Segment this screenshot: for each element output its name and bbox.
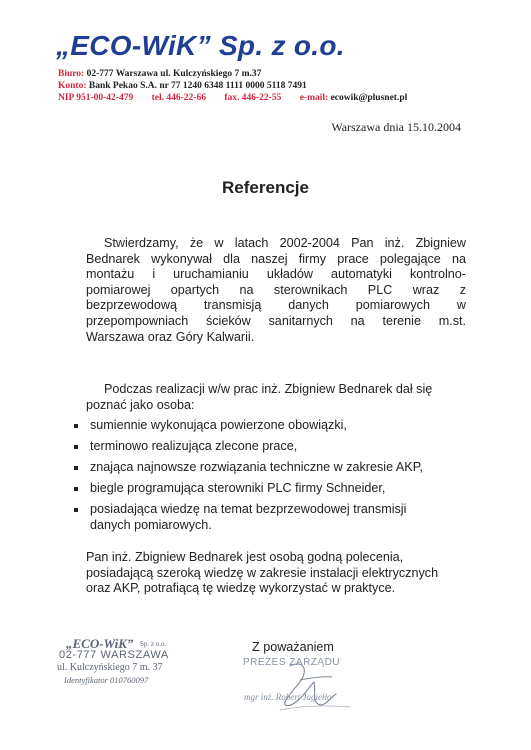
list-item: posiadająca wiedzę na temat bezprzewodowej transmisji danych pomiarowych. [72, 502, 420, 533]
paragraph-qualities-intro [86, 382, 466, 413]
stamp-identifier: Identyfikator 010760097 [64, 675, 149, 685]
contact-line [58, 93, 407, 103]
list-item: sumiennie wykonująca powierzone obowiązki, [72, 418, 472, 434]
qualities-list [72, 418, 472, 539]
stamp-company-name: „ECO-WiK” [66, 636, 134, 651]
paragraph-line: Podczas realizacji w/w prac inż. Zbigniew Bednarek dał się [104, 382, 433, 396]
account-label: Konto: [58, 81, 87, 91]
tel-value: 446-22-66 [166, 93, 206, 103]
director-title: PREZES ZARZĄDU [243, 657, 341, 668]
paragraph-line: oraz AKP, potrafiącą tę wiedzę wykorzystać w praktyce. [86, 581, 396, 596]
director-name: mgr inż. Robert Jagiełło [244, 692, 332, 702]
paragraph-line: Bednarek wykonywał dla naszej firmy prace polegające na [86, 251, 466, 266]
paragraph-line: Stwierdzamy, że w latach 2002-2004 Pan inż. Zbigniew [104, 236, 466, 250]
paragraph-intro [86, 236, 466, 345]
handwritten-signature [270, 660, 360, 716]
account-value: Bank Pekao S.A. nr 77 1240 6348 1111 0000 5118 7491 [88, 81, 307, 91]
document-title: Referencje [222, 178, 309, 197]
company-name: „ECO-WiK” Sp. z o.o. [56, 30, 345, 61]
stamp-company-suffix: Sp. z o.o. [140, 640, 167, 648]
closing-regards: Z poważaniem [252, 640, 334, 654]
paragraph-line: Pan inż. Zbigniew Bednarek jest osobą godną polecenia, [86, 550, 404, 564]
address-value: 02-777 Warszawa ul. Kulczyńskiego 7 m.37 [86, 69, 262, 79]
paragraph-recommendation [86, 550, 466, 597]
company-stamp [56, 636, 196, 698]
nip-value: 951-00-42-479 [76, 93, 134, 103]
date-line: Warszawa dnia 15.10.2004 [331, 120, 461, 134]
nip-label: NIP [58, 93, 74, 103]
account-line [58, 81, 307, 91]
paragraph-line: przepompowniach ścieków sanitarnych na terenie m.st. [86, 313, 466, 328]
paragraph-line: Warszawa oraz Góry Kalwarii. [86, 329, 255, 344]
address-line [58, 69, 261, 79]
paragraph-line: posiadającą szeroką wiedzę w zakresie instalacji elektrycznych [86, 565, 439, 580]
list-item: biegle programująca sterowniki PLC firmy Schneider, [72, 481, 472, 497]
address-label: Biuro: [58, 69, 85, 79]
email-value: ecowik@plusnet.pl [330, 93, 408, 103]
paragraph-line: montażu i uruchamianiu układów automatyki kontrolno- [86, 267, 466, 282]
email-label: e-mail: [299, 93, 329, 103]
paragraph-line: poznać jako osoba: [86, 397, 195, 412]
tel-label: tel. [151, 93, 164, 103]
paragraph-line: pomiarowej opartych na sterownikach PLC wraz z [86, 282, 466, 297]
fax-value: 446-22-55 [241, 93, 282, 103]
paragraph-line: bezprzewodową transmisją danych pomiarowych w [86, 298, 466, 313]
stamp-city: 02-777 WARSZAWA [59, 649, 169, 661]
list-item: terminowo realizująca zlecone prace, [72, 439, 472, 455]
fax-label: fax. [224, 93, 240, 103]
list-item: znająca najnowsze rozwiązania techniczne w zakresie AKP, [72, 460, 472, 476]
stamp-street: ul. Kulczyńskiego 7 m. 37 [57, 662, 163, 673]
